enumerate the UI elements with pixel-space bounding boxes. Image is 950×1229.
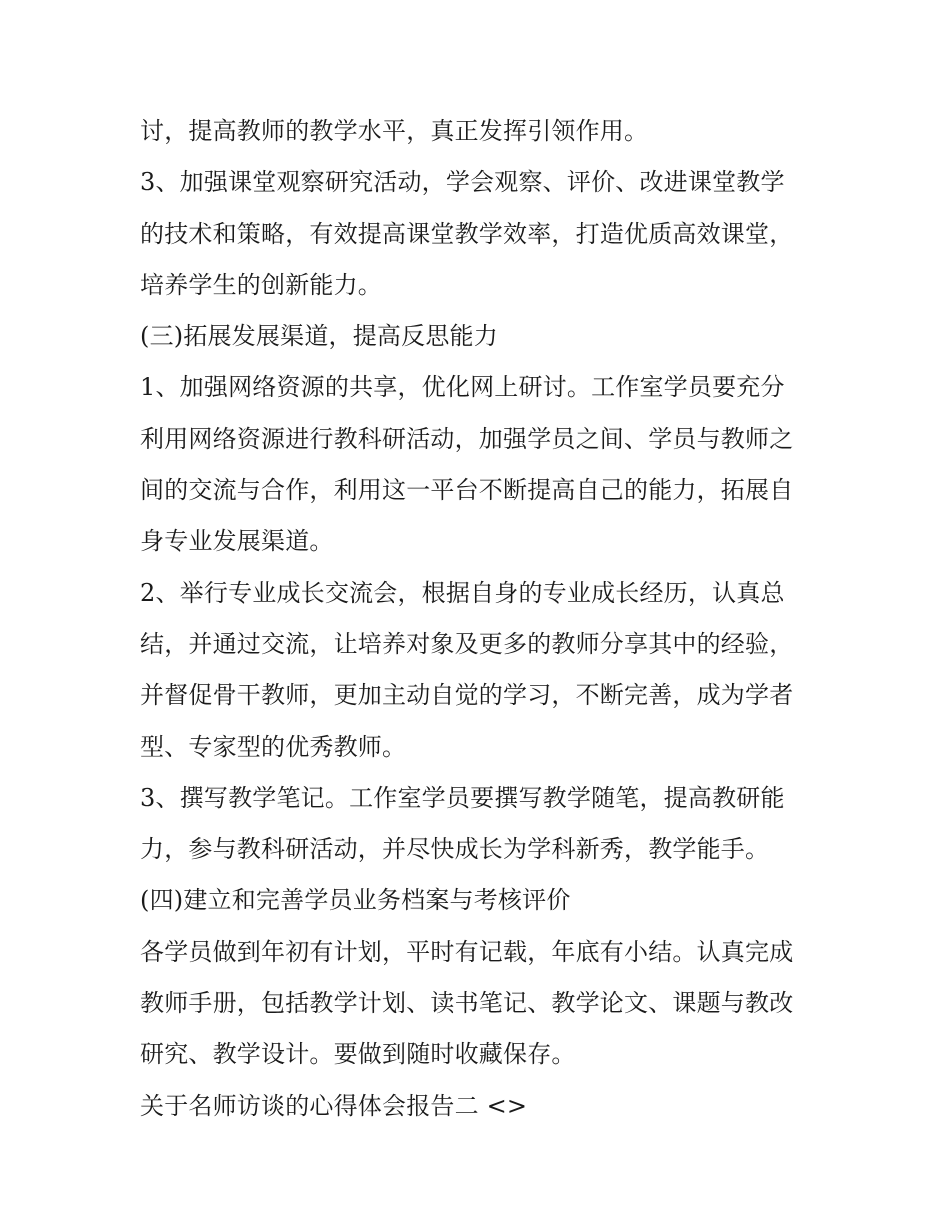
- body-text-line: 各学员做到年初有计划，平时有记载，年底有小结。认真完成: [140, 937, 794, 966]
- body-text-line: 讨，提高教师的教学水平，真正发挥引领作用。: [140, 117, 649, 145]
- body-text-line: 研究、教学设计。要做到随时收藏保存。: [140, 1040, 576, 1069]
- body-text-line: 型、专家型的优秀教师。: [140, 732, 407, 761]
- body-text-line: 并督促骨干教师，更加主动自觉的学习，不断完善，成为学者: [140, 681, 794, 710]
- list-item-line: 3、撰写教学笔记。工作室学员要撰写教学随笔，提高教研能: [140, 783, 785, 812]
- list-item-line: 2、举行专业成长交流会，根据自身的专业成长经历，认真总: [140, 578, 785, 607]
- list-item-line: 1、加强网络资源的共享，优化网上研讨。工作室学员要充分: [140, 373, 785, 402]
- body-text-line: 力，参与教科研活动，并尽快成长为学科新秀，教学能手。: [140, 835, 770, 864]
- section-heading: (四)建立和完善学员业务档案与考核评价: [140, 886, 571, 915]
- body-text-line: 间的交流与合作，利用这一平台不断提高自己的能力，拓展自: [140, 476, 794, 505]
- list-item-line: 3、加强课堂观察研究活动，学会观察、评价、改进课堂教学: [140, 168, 785, 197]
- section-heading: (三)拓展发展渠道，提高反思能力: [140, 322, 498, 351]
- body-text-line: 利用网络资源进行教科研活动，加强学员之间、学员与教师之: [140, 424, 794, 453]
- body-text-line: 培养学生的创新能力。: [140, 270, 382, 299]
- body-text-line: 教师手册，包括教学计划、读书笔记、教学论文、课题与教改: [140, 989, 794, 1018]
- document-body: [140, 106, 820, 1132]
- body-text-line: 身专业发展渠道。: [140, 527, 334, 556]
- next-article-title: 关于名师访谈的心得体会报告二 <>: [140, 1091, 528, 1120]
- body-text-line: 结，并通过交流，让培养对象及更多的教师分享其中的经验，: [140, 629, 794, 658]
- body-text-line: 的技术和策略，有效提高课堂教学效率，打造优质高效课堂，: [140, 219, 794, 248]
